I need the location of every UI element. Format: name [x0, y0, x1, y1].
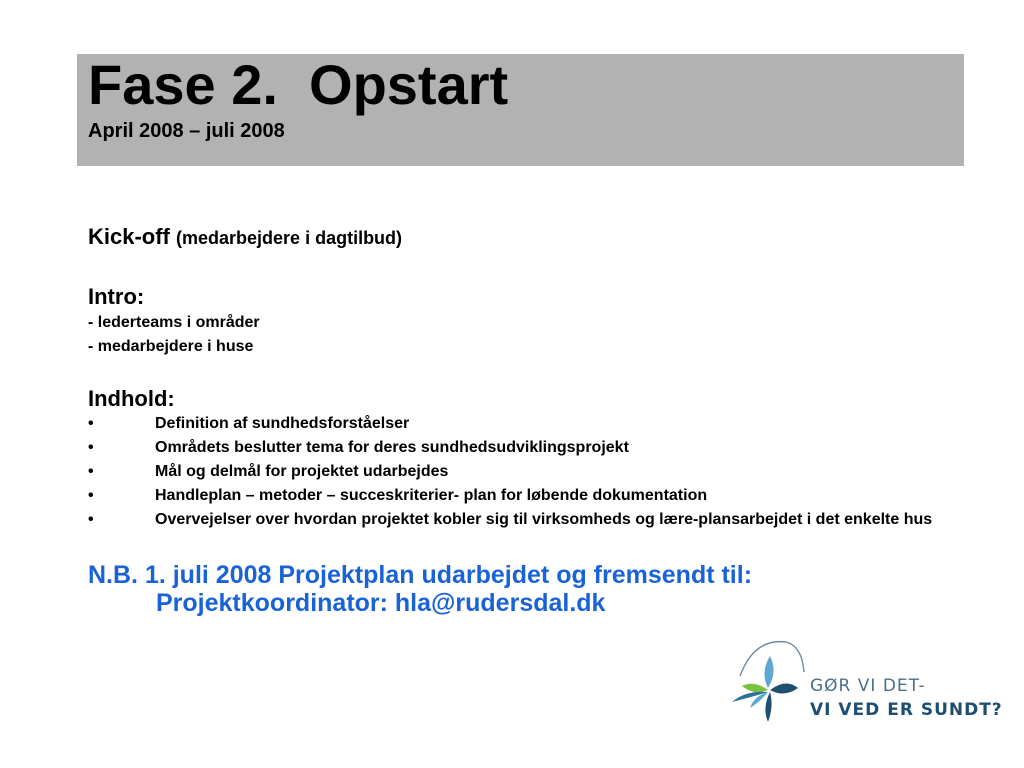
logo-tagline-line-2: VI VED ER SUNDT?	[810, 700, 1003, 720]
indhold-list	[88, 415, 968, 529]
list-item	[88, 415, 968, 433]
bullet-icon: •	[88, 511, 94, 528]
list-item-text: Mål og delmål for projektet udarbejdes	[155, 463, 449, 480]
intro-line: - lederteams i områder	[88, 314, 260, 331]
nb-line-2: Projektkoordinator: hla@rudersdal.dk	[156, 589, 606, 617]
title-bar	[77, 54, 964, 166]
kickoff-label: Kick-off	[88, 224, 170, 249]
slide-title: Fase 2. Opstart	[88, 53, 509, 116]
list-item-text: Overvejelser over hvordan projektet kobler sig til virksomheds og lære-plansarbejdet i det enkelte hus	[155, 511, 933, 528]
leaf-flower-logo-icon	[724, 632, 810, 732]
slide-body	[88, 222, 968, 617]
list-item	[88, 463, 968, 481]
list-item	[88, 487, 968, 505]
kickoff-note: (medarbejdere i dagtilbud)	[176, 228, 403, 248]
bullet-icon: •	[88, 439, 94, 456]
bullet-icon: •	[88, 487, 94, 504]
kickoff-line	[88, 222, 968, 253]
logo	[724, 632, 1004, 732]
list-item-text: Definition af sundhedsforståelser	[155, 415, 410, 432]
intro-line: - medarbejdere i huse	[88, 338, 254, 355]
bullet-icon: •	[88, 415, 94, 432]
intro-heading: Intro:	[88, 284, 145, 309]
nb-note	[88, 561, 968, 617]
list-item-text: Handleplan – metoder – succeskriterier- plan for løbende dokumentation	[155, 487, 708, 504]
list-item	[88, 511, 968, 529]
nb-line-1: N.B. 1. juli 2008 Projektplan udarbejdet og fremsendt til:	[88, 561, 753, 589]
list-item	[88, 439, 968, 457]
bullet-icon: •	[88, 463, 94, 480]
indhold-heading: Indhold:	[88, 386, 175, 411]
list-item-text: Områdets beslutter tema for deres sundhedsudviklingsprojekt	[155, 439, 629, 456]
logo-tagline-line-1: GØR VI DET-	[810, 676, 926, 696]
slide-subtitle: April 2008 – juli 2008	[88, 120, 285, 142]
